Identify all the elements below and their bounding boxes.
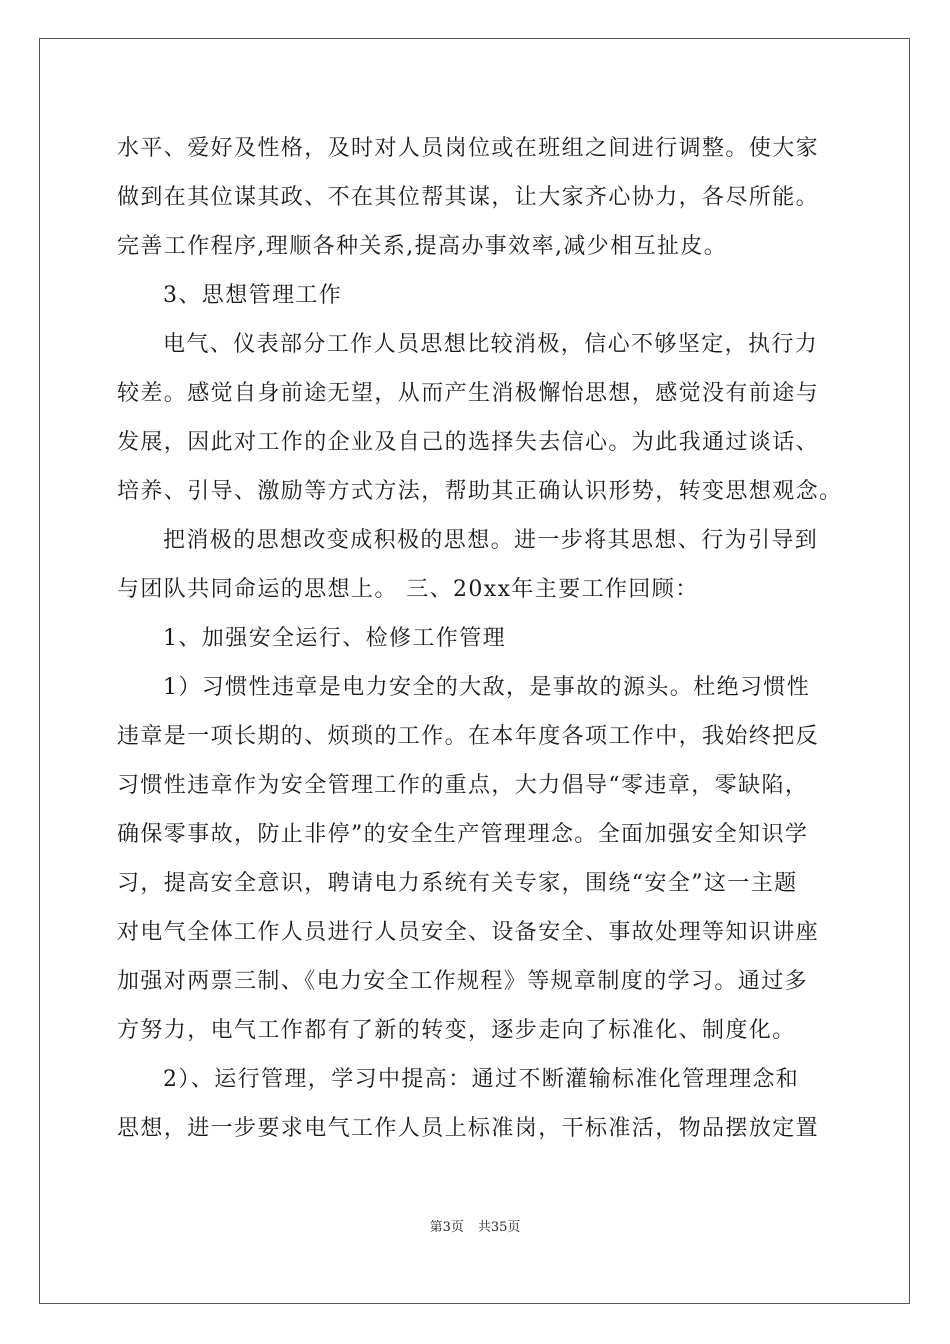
text-line: 3、思想管理工作 bbox=[163, 283, 343, 308]
text-line: 1、加强安全运行、检修工作管理 bbox=[163, 626, 506, 651]
page-total: 共35页 bbox=[477, 1220, 521, 1235]
text-line: 违章是一项长期的、烦琐的工作。在本年度各项工作中，我始终把反 bbox=[117, 724, 820, 749]
text-line: 2）、运行管理，学习中提高：通过不断灌输标准化管理理念和 bbox=[163, 1067, 800, 1092]
text-line: 加强对两票三制、《电力安全工作规程》等规章制度的学习。通过多 bbox=[117, 969, 809, 994]
document-body bbox=[117, 124, 843, 1153]
text-line: 完善工作程序,理顺各种关系,提高办事效率,减少相互扯皮。 bbox=[117, 234, 728, 259]
text-line: 方努力，电气工作都有了新的转变，逐步走向了标准化、制度化。 bbox=[117, 1018, 796, 1043]
text-line: 习，提高安全意识，聘请电力系统有关专家，围绕“安全”这一主题 bbox=[117, 871, 798, 896]
text-line: 1）习惯性违章是电力安全的大敌，是事故的源头。杜绝习惯性 bbox=[163, 675, 811, 700]
text-line: 思想，进一步要求电气工作人员上标准岗，干标准活，物品摆放定置 bbox=[117, 1116, 820, 1141]
text-line: 与团队共同命运的思想上。 三、20xx年主要工作回顾： bbox=[117, 577, 699, 602]
text-line: 水平、爱好及性格，及时对人员岗位或在班组之间进行调整。使大家 bbox=[117, 136, 820, 161]
page-number: 第3页 bbox=[429, 1220, 464, 1235]
text-line: 确保零事故，防止非停”的安全生产管理理念。全面加强安全知识学 bbox=[117, 822, 809, 847]
text-line: 把消极的思想改变成积极的思想。进一步将其思想、行为引导到 bbox=[163, 528, 819, 553]
text-line: 发展，因此对工作的企业及自己的选择失去信心。为此我通过谈话、 bbox=[117, 430, 820, 455]
text-line: 对电气全体工作人员进行人员安全、设备安全、事故处理等知识讲座 bbox=[117, 920, 820, 945]
text-line: 较差。感觉自身前途无望，从而产生消极懈怡思想，感觉没有前途与 bbox=[117, 381, 820, 406]
text-line: 培养、引导、激励等方式方法，帮助其正确认识形势，转变思想观念。 bbox=[117, 479, 843, 504]
page-footer bbox=[0, 1216, 950, 1235]
text-line: 做到在其位谋其政、不在其位帮其谋，让大家齐心协力，各尽所能。 bbox=[117, 185, 820, 210]
text-line: 习惯性违章作为安全管理工作的重点，大力倡导“零违章，零缺陷， bbox=[117, 773, 809, 798]
text-line: 电气、仪表部分工作人员思想比较消极，信心不够坚定，执行力 bbox=[163, 332, 819, 357]
